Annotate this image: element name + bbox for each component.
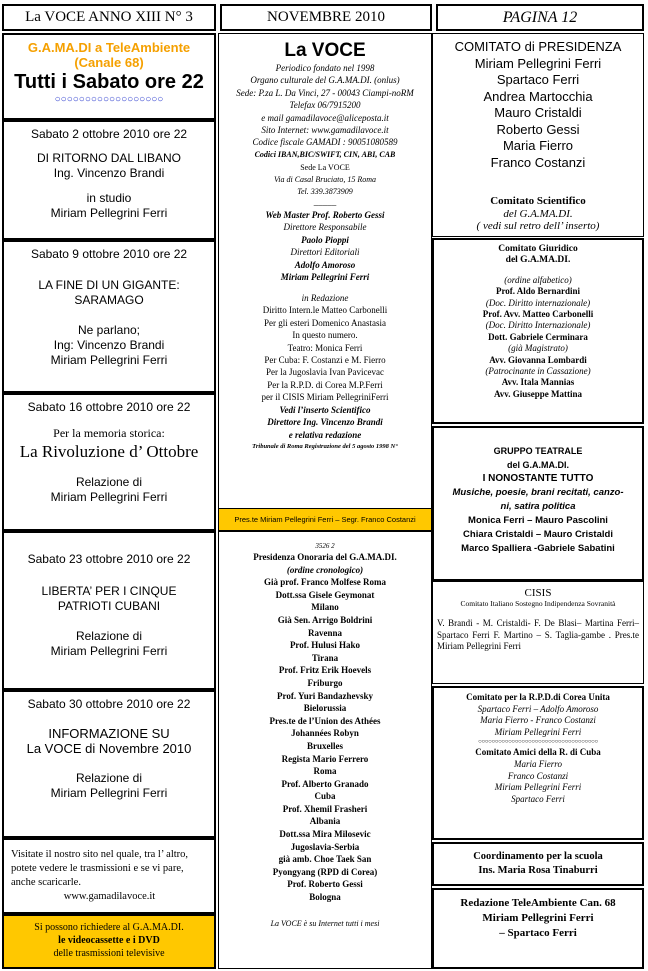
dir-ed-2: Miriam Pellegrini Ferri — [280, 272, 370, 283]
dir-ed-1: Adolfo Amoroso — [294, 259, 356, 270]
honorary-23: già amb. Choe Taek San — [278, 854, 372, 865]
redazione-7: Per la R.P.D. di Corea M.P.Ferri — [267, 379, 383, 390]
scuola-name: Ins. Maria Rosa Tinaburri — [478, 865, 598, 876]
redazione-8: per il CISIS Miriam PellegriniFerri — [261, 392, 389, 403]
presidenza-2: Spartaco Ferri — [496, 72, 580, 87]
masthead-title: La VOCE — [284, 40, 366, 61]
page-label: PAGINA 12 — [502, 8, 578, 26]
event-title-2: PATRIOTI CUBANI — [57, 599, 161, 613]
presidenza-4: Mauro Cristaldi — [494, 105, 582, 120]
giuridico-1: Prof. Aldo Bernardini — [495, 286, 581, 297]
honorary-22: Jugoslavia-Serbia — [290, 841, 360, 852]
redazione-4: Teatro: Monica Ferri — [287, 342, 363, 353]
scuola-title: Coordinamento per la scuola — [473, 851, 603, 862]
event-date: Sabato 30 ottobre 2010 ore 22 — [27, 697, 191, 711]
event-note: Relazione di — [75, 629, 143, 643]
event-host: Miriam Pellegrini Ferri — [50, 644, 168, 658]
presidenza-title: COMITATO di PRESIDENZA — [454, 39, 622, 54]
event-title-2: SARAMAGO — [74, 293, 144, 307]
event-note: Relazione di — [75, 475, 143, 489]
giuridico-2: Prof. Avv. Matteo Carbonelli — [482, 309, 594, 320]
honorary-26: Bologna — [309, 892, 341, 903]
event-note: Relazione di — [75, 771, 143, 785]
honorary-subtitle: (ordine cronologico) — [286, 564, 364, 575]
teatro-desc1: Musiche, poesie, brani recitati, canzo- — [452, 487, 624, 498]
honorary-3: Milano — [311, 602, 339, 613]
corea-3: Miriam Pellegrini Ferri — [494, 726, 582, 737]
giuridico-3-role: (già Magistrato) — [508, 343, 568, 354]
honorary-6: Prof. Hulusi Hako — [289, 640, 361, 651]
giuridico-4: Avv. Giovanna Lombardi — [489, 354, 587, 365]
presidenza-6: Maria Fierro — [502, 138, 574, 153]
event-date: Sabato 9 ottobre 2010 ore 22 — [30, 247, 188, 261]
event-host: Miriam Pellegrini Ferri — [50, 206, 168, 220]
codici-iban: Codici IBAN,BIC/SWIFT, CIN, ABI, CAB — [254, 150, 396, 160]
corea-1: Spartaco Ferri – Adolfo Amoroso — [477, 703, 599, 714]
honorary-21: Dott.ssa Mira Milosevic — [279, 829, 371, 840]
teatro-gamadi: del G.A.MA.DI. — [506, 460, 569, 470]
giuridico-5: Avv. Itala Mannias — [501, 377, 575, 388]
address: Sede: P.za L. Da Vinci, 27 - 00043 Ciampi-noRM — [236, 87, 414, 98]
event-5 — [2, 690, 216, 838]
organ: Organo culturale del G.A.MA.DI. (onlus) — [250, 75, 400, 86]
cuba-4: Spartaco Ferri — [511, 793, 565, 804]
redazione-tv-1: Miriam Pellegrini Ferri — [482, 912, 594, 924]
redazione-2: Per gli esteri Domenico Anastasia — [264, 317, 386, 328]
honorary-19: Prof. Xhemil Frasheri — [282, 803, 368, 814]
honorary-16: Roma — [313, 766, 337, 777]
giuridico-2-role: (Doc. Diritto Internazionale) — [485, 320, 591, 331]
dir-ed-label: Direttori Editoriali — [290, 247, 360, 258]
honorary-9: Friburgo — [307, 677, 343, 688]
redazione-3: In questo numero. — [292, 330, 358, 341]
corea-box — [432, 686, 644, 840]
teatro-desc2: ni, satira politica — [500, 501, 576, 512]
promo-dots: ○○○○○○○○○○○○○○○○○○ — [54, 94, 164, 105]
redazione-6: Per la Jugoslavia Ivan Pavicevac — [266, 367, 384, 378]
redazione-1: Diritto Intern.le Matteo Carbonelli — [262, 305, 388, 316]
redazione-tv-title: Redazione TeleAmbiente Can. 68 — [460, 897, 616, 909]
cisis-members: V. Brandi - M. Cristaldi- F. De Blasi– Martina Ferri– Spartaco Ferri F. Martino – S. Taglia-gambe . Pres.te Miriam Pellegrini Ferri — [437, 618, 639, 651]
presidenza-7: Franco Costanzi — [490, 154, 586, 170]
giuridico-4-role: (Patrocinante in Cassazione) — [485, 366, 591, 377]
giuridico-3: Dott. Gabriele Cerminara — [488, 331, 588, 342]
telefax: Telefax 06/7915200 — [289, 100, 361, 111]
honorary-25: Prof. Roberto Gessi — [287, 879, 363, 890]
redazione-tv-box — [432, 888, 644, 969]
month-label: NOVEMBRE 2010 — [267, 9, 385, 25]
visit-text: Visitate il nostro sito nel quale, tra l’ altro, potete vedere le trasmissioni e se vi pare, anche scaricarle. — [11, 849, 189, 888]
cuba-1: Maria Fierro — [514, 758, 562, 769]
promo-line1: G.A.MA.DI a TeleAmbiente — [27, 40, 191, 55]
event-host: Miriam Pellegrini Ferri — [50, 353, 168, 367]
teatro-name: I NONOSTANTE TUTTO — [482, 473, 594, 484]
event-title-2: La VOCE di Novembre 2010 — [26, 741, 192, 756]
scientifico-line2: ( vedi sul retro dell’ inserto) — [476, 220, 600, 232]
event-title: LA FINE DI UN GIGANTE: — [38, 278, 180, 292]
event-title: INFORMAZIONE SU — [48, 726, 170, 741]
presidenza-box — [432, 33, 644, 237]
vedi-inserto: Vedi l’inserto Scientifico — [279, 404, 371, 415]
header-center — [220, 4, 432, 31]
giuridico-6: Avv. Giuseppe Mattina — [493, 388, 583, 399]
event-note: in studio — [86, 191, 132, 205]
cuba-title: Comitato Amici della R. di Cuba — [475, 747, 601, 758]
event-subtitle: Per la memoria storica: — [53, 426, 165, 440]
sede-tel: Tel. 339.3873909 — [297, 187, 353, 197]
giuridico-order: (ordine alfabetico) — [504, 274, 572, 285]
tv-promo — [2, 33, 216, 120]
redazione-tv-2: – Spartaco Ferri — [499, 927, 577, 939]
tribunale: Tribunale di Roma Registrazione del 5 agosto 1998 N° — [252, 443, 398, 451]
president-bar — [219, 508, 431, 530]
teatro-cast1: Monica Ferri – Mauro Pascolini — [468, 515, 608, 526]
teatro-title: GRUPPO TEATRALE — [493, 446, 583, 456]
event-title: DI RITORNO DAL LIBANO — [36, 151, 182, 165]
presidenza-5: Roberto Gessi — [496, 121, 580, 137]
honorary-18: Cuba — [314, 791, 336, 802]
relativa: e relativa redazione — [288, 429, 362, 440]
cisis-subtitle: Comitato Italiano Sostegno Indipendenza Sovranità — [460, 599, 616, 608]
event-host: Miriam Pellegrini Ferri — [50, 786, 168, 800]
honorary-1: Già prof. Franco Molfese Roma — [263, 577, 387, 588]
event-3 — [2, 393, 216, 531]
sede-address: Via di Casal Bruciato, 15 Roma — [273, 175, 377, 185]
honorary-12: Pres.te de l’Union des Athées — [269, 715, 381, 726]
request-line2: le videocassette e i DVD — [58, 935, 160, 946]
honorary-5: Ravenna — [307, 627, 342, 638]
event-speaker: Ing. Vincenzo Brandi — [53, 166, 165, 180]
honorary-13: Johannées Robyn — [291, 728, 359, 739]
honorary-8: Prof. Fritz Erik Hoevels — [278, 665, 372, 676]
corea-dots: ○○○○○○○○○○○○○○○○○○○○○○○○○○○○○○○○○○○○ — [478, 739, 598, 746]
site-link[interactable]: www.gamadilavoce.it — [63, 891, 156, 902]
sede-title: Sede La VOCE — [300, 162, 350, 172]
event-speaker: Ing: Vincenzo Brandi — [53, 338, 165, 352]
presidenza-3: Andrea Martocchia — [483, 88, 593, 104]
honorary-2: Dott.ssa Gisele Geymonat — [275, 589, 375, 600]
masthead: La VOCE Periodico fondato nel 1998 Organo culturale del G.A.MA.DI. (onlus) Sede: P.za L. Da Vinci, 27 - 00043 Ciampi-noRM Telefax 06/7915200 e mail gamadilavoce@aliceposta.it Sito Internet: www.gamadilavoce.it Codice fiscale GAMADI : 90051080589 Codici IBAN,BIC/SWIFT, CIN, ABI, CAB Sede La VOCE Via di Casal Bruciato, 15 Roma Tel. 339.3873909 _____ Web Master Prof. Roberto Gessi Direttore Responsabile Paolo Pioppi Direttori Editoriali Adolfo Amoroso Miriam Pellegrini Ferri in Redazione Diritto Intern.le Matteo Carbonelli Per gli esteri Domenico Anastasia In questo numero. Teatro: Monica Ferri Per Cuba: F. Costanzi e M. Fierro Per la Jugoslavia Ivan Pavicevac Per la R.P.D. di Corea M.P.Ferri per il CISIS Miriam PellegriniFerri Vedi l’inserto Scientifico Direttore Ing. Vincenzo Brandi e relativa redazione Tribunale di Roma Registrazione del 5 agosto 1998 N° Pres.te Miriam Pellegrini Ferri – Segr. Franco Costanzi — [218, 33, 432, 531]
teatro-cast2: Chiara Cristaldi – Mauro Cristaldi — [463, 529, 613, 540]
email[interactable]: e mail gamadilavoce@aliceposta.it — [261, 112, 389, 123]
event-date: Sabato 23 ottobre 2010 ore 22 — [27, 552, 191, 566]
promo-headline: Tutti i Sabato ore 22 — [14, 71, 204, 93]
giuridico-title2: del G.A.MA.DI. — [505, 255, 571, 266]
codice-fiscale: Codice fiscale GAMADI : 90051080589 — [252, 137, 398, 148]
cuba-3: Miriam Pellegrini Ferri — [494, 782, 582, 793]
honorary-head: 3526 2 — [315, 542, 335, 550]
header-left — [2, 4, 216, 31]
event-title: LIBERTA’ PER I CINQUE — [41, 584, 177, 598]
event-host: Miriam Pellegrini Ferri — [50, 490, 168, 504]
honorary-11: Bielorussia — [303, 703, 347, 714]
honorary-14: Bruxelles — [307, 740, 343, 751]
issue-label: La VOCE ANNO XIII N° 3 — [25, 9, 193, 25]
promo-line2: (Canale 68) — [74, 55, 144, 70]
corea-2: Maria Fierro - Franco Costanzi — [480, 715, 596, 726]
honorary-15: Regista Mario Ferrero — [281, 753, 369, 764]
giuridico-box — [432, 238, 644, 424]
teatro-cast3: Marco Spalliera -Gabriele Sabatini — [461, 543, 615, 554]
teatro-box — [432, 426, 644, 581]
honorary-title: Presidenza Onoraria del G.A.MA.DI. — [253, 552, 397, 562]
event-title: La Rivoluzione d’ Ottobre — [19, 442, 199, 461]
honorary-footer: La VOCE è su Internet tutti i mesi — [270, 918, 380, 928]
header-right — [436, 4, 644, 31]
honorary-17: Prof. Alberto Granado — [281, 778, 369, 789]
corea-title: Comitato per la R.P.D.di Corea Unita — [466, 692, 610, 702]
scuola-box — [432, 842, 644, 886]
founded: Periodico fondato nel 1998 — [275, 63, 375, 73]
cuba-2: Franco Costanzi — [507, 770, 569, 781]
dir-resp: Paolo Pioppi — [301, 234, 349, 245]
cisis-box — [432, 581, 644, 684]
request-line1: Si possono richiedere al G.A.MA.DI. — [34, 922, 184, 933]
request-box — [2, 914, 216, 969]
visit-box — [2, 838, 216, 914]
honorary-7: Tirana — [311, 652, 339, 663]
presidenza-1: Miriam Pellegrini Ferri — [474, 55, 602, 71]
redazione-label: in Redazione — [301, 293, 349, 304]
giuridico-title1: Comitato Giuridico — [498, 244, 578, 254]
honorary-10: Prof. Yuri Bandazhevsky — [277, 690, 373, 701]
honorary-20: Albania — [309, 816, 341, 827]
honorary-4: Già Sen. Arrigo Boldrini — [277, 614, 373, 625]
event-1 — [2, 120, 216, 240]
dir-resp-label: Direttore Responsabile — [283, 222, 367, 233]
direttore: Direttore Ing. Vincenzo Brandi — [267, 417, 383, 428]
redazione-5: Per Cuba: F. Costanzi e M. Fierro — [264, 355, 386, 366]
event-note: Ne parlano; — [77, 323, 141, 337]
request-line3: delle trasmissioni televisive — [53, 948, 165, 959]
event-4 — [2, 531, 216, 690]
honorary-24: Pyongyang (RPD di Corea) — [272, 866, 378, 877]
giuridico-1-role: (Doc. Diritto internazionale) — [485, 297, 591, 308]
website[interactable]: Sito Internet: www.gamadilavoce.it — [261, 125, 389, 136]
cisis-title: CISIS — [524, 587, 552, 599]
webmaster: Web Master Prof. Roberto Gessi — [265, 209, 385, 220]
honorary-box — [218, 531, 432, 969]
scientifico-line1: del G.A.MA.DI. — [503, 207, 573, 220]
event-date: Sabato 16 ottobre 2010 ore 22 — [27, 400, 191, 414]
president-bar-text: Pres.te Miriam Pellegrini Ferri – Segr. Franco Costanzi — [234, 515, 416, 524]
event-date: Sabato 2 ottobre 2010 ore 22 — [30, 127, 188, 141]
event-2 — [2, 240, 216, 393]
scientifico-title: Comitato Scientifico — [490, 195, 586, 207]
